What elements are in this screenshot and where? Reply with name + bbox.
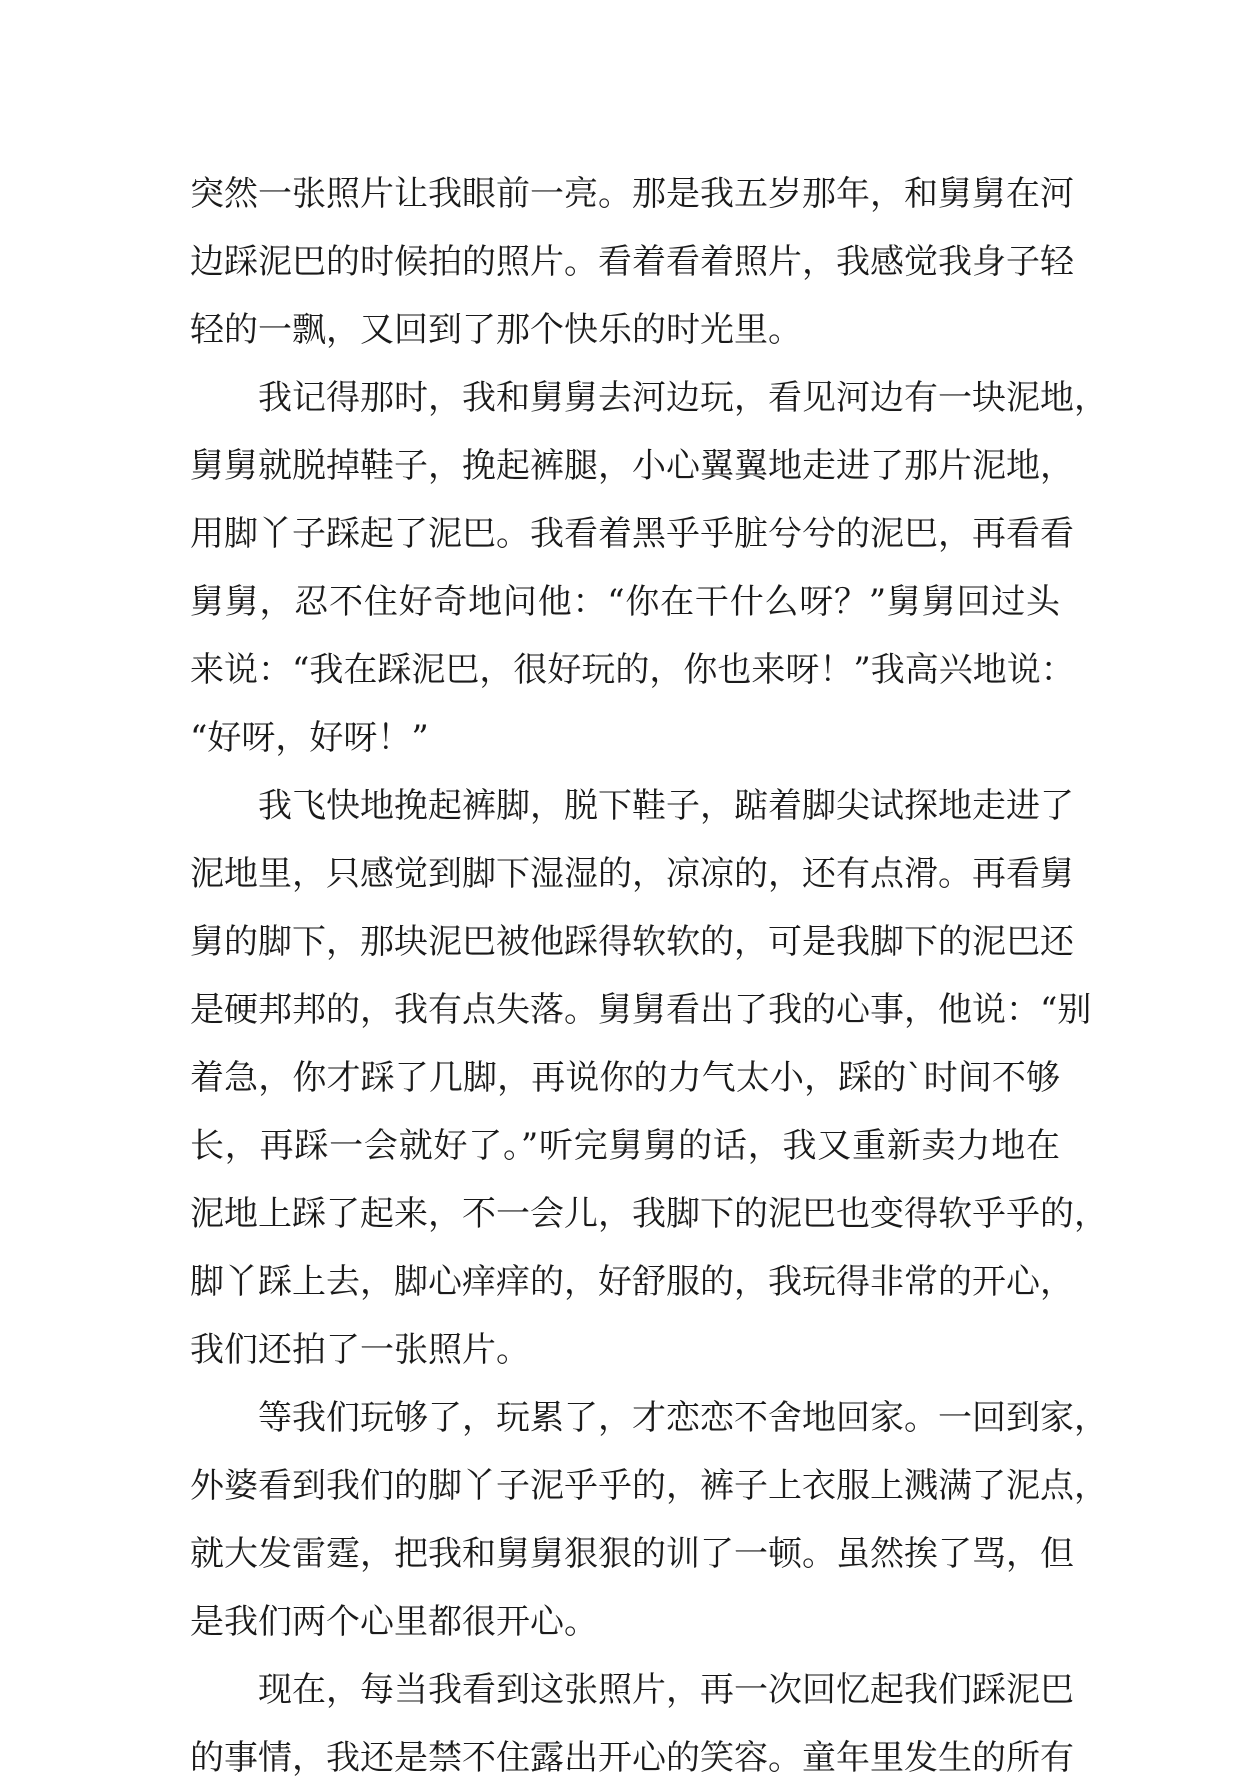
paragraph (190, 1384, 1108, 1656)
text-line: 突然一张照片让我眼前一亮。那是我五岁那年，和舅舅在河 (190, 174, 1074, 214)
text-line: 轻的一飘，又回到了那个快乐的时光里。 (190, 310, 802, 350)
text-line: 是我们两个心里都很开心。 (190, 1602, 598, 1642)
text-line: 就大发雷霆，把我和舅舅狠狠的训了一顿。虽然挨了骂，但 (190, 1534, 1074, 1574)
paragraph (190, 364, 1108, 772)
text-line: 外婆看到我们的脚丫子泥乎乎的，裤子上衣服上溅满了泥点， (190, 1466, 1108, 1506)
text-line: 泥地上踩了起来，不一会儿，我脚下的泥巴也变得软乎乎的， (190, 1194, 1108, 1234)
text-line: 我们还拍了一张照片。 (190, 1330, 530, 1370)
text-line: 我记得那时，我和舅舅去河边玩，看见河边有一块泥地， (190, 378, 1108, 418)
text-line: 长，再踩一会就好了。”听完舅舅的话，我又重新卖力地在 (190, 1126, 1060, 1166)
text-line: 的事情，我还是禁不住露出开心的笑容。童年里发生的所有 (190, 1738, 1074, 1778)
text-line: 现在，每当我看到这张照片，再一次回忆起我们踩泥巴 (190, 1670, 1074, 1710)
text-line: 舅的脚下，那块泥巴被他踩得软软的，可是我脚下的泥巴还 (190, 922, 1074, 962)
document-body (190, 160, 1108, 1792)
text-line: 舅舅就脱掉鞋子，挽起裤腿，小心翼翼地走进了那片泥地， (190, 446, 1074, 486)
text-line: 我飞快地挽起裤脚，脱下鞋子，踮着脚尖试探地走进了 (190, 786, 1074, 826)
text-line: 边踩泥巴的时候拍的照片。看着看着照片，我感觉我身子轻 (190, 242, 1074, 282)
text-line: 舅舅，忍不住好奇地问他：“你在干什么呀？”舅舅回过头 (190, 582, 1060, 622)
paragraph (190, 772, 1108, 1384)
text-line: 来说：“我在踩泥巴，很好玩的，你也来呀！”我高兴地说： (190, 650, 1075, 690)
text-line: 着急，你才踩了几脚，再说你的力气太小，踩的`时间不够 (190, 1058, 1060, 1098)
text-line: 是硬邦邦的，我有点失落。舅舅看出了我的心事，他说：“别 (190, 990, 1092, 1030)
paragraph (190, 1656, 1074, 1792)
text-line: 等我们玩够了，玩累了，才恋恋不舍地回家。一回到家， (190, 1398, 1108, 1438)
text-line: “好呀，好呀！” (190, 718, 429, 758)
text-line: 用脚丫子踩起了泥巴。我看着黑乎乎脏兮兮的泥巴，再看看 (190, 514, 1074, 554)
paragraph (190, 160, 1074, 364)
text-line: 泥地里，只感觉到脚下湿湿的，凉凉的，还有点滑。再看舅 (190, 854, 1074, 894)
text-line: 脚丫踩上去，脚心痒痒的，好舒服的，我玩得非常的开心， (190, 1262, 1074, 1302)
